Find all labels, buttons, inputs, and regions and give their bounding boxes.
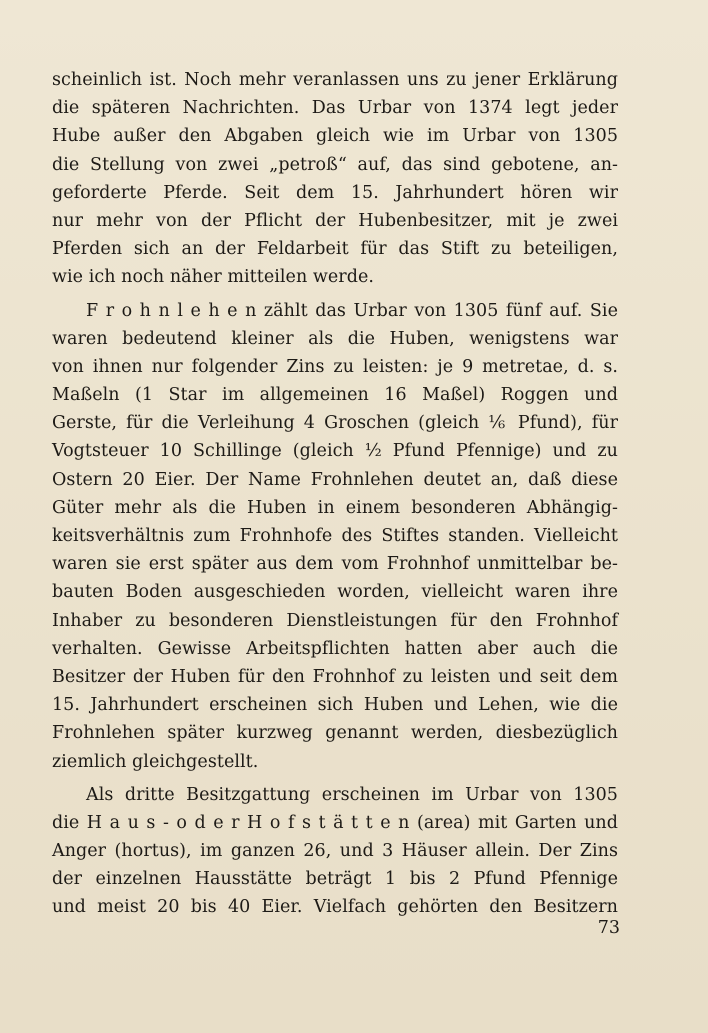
page-number: 73 — [597, 918, 620, 938]
text-line: wie ich noch näher mitteilen werde. — [52, 267, 374, 288]
text-line: verhalten. Gewisse Arbeitspflichten hatten aber auch die — [52, 638, 618, 659]
text-line: Als dritte Besitzgattung erscheinen im Urbar von 1305 — [86, 784, 618, 805]
text-line: waren sie erst später aus dem vom Frohnhof unmittelbar be- — [52, 554, 618, 575]
text-line: Besitzer der Huben für den Frohnhof zu leisten und seit dem — [52, 666, 618, 687]
text-line: Gerste, für die Verleihung 4 Groschen (gleich ⅙ Pfund), für — [52, 413, 618, 434]
text-line: waren bedeutend kleiner als die Huben, wenigstens war — [52, 328, 618, 349]
text-line: 15. Jahrhundert erscheinen sich Huben und Lehen, wie die — [52, 695, 618, 716]
text-line: Pferden sich an der Feldarbeit für das Stift zu beteiligen, — [52, 239, 618, 260]
paragraph-1 — [52, 66, 618, 292]
text-line: die H a u s - o d e r H o f s t ä t t e n (area) mit Garten und — [52, 812, 618, 833]
text-line: der einzelnen Hausstätte beträgt 1 bis 2 Pfund Pfennige — [52, 869, 618, 890]
text-line: bauten Boden ausgeschieden worden, vielleicht waren ihre — [52, 582, 618, 603]
text-line: die späteren Nachrichten. Das Urbar von 1374 legt jeder — [52, 98, 618, 119]
text-line: scheinlich ist. Noch mehr veranlassen uns zu jener Erklärung — [52, 70, 618, 90]
text-line: Inhaber zu besonderen Dienstleistungen für den Frohnhof — [52, 610, 618, 631]
text-line: Anger (hortus), im ganzen 26, und 3 Häuser allein. Der Zins — [52, 841, 618, 862]
text-line: ziemlich gleichgestellt. — [52, 751, 259, 772]
text-line: keitsverhältnis zum Frohnhofe des Stiftes standen. Vielleicht — [52, 526, 618, 546]
text-line: nur mehr von der Pflicht der Hubenbesitzer, mit je zwei — [52, 210, 618, 231]
text-line: geforderte Pferde. Seit dem 15. Jahrhundert hören wir — [52, 182, 618, 203]
text-line: und meist 20 bis 40 Eier. Vielfach gehörten den Besitzern — [52, 897, 618, 918]
text-line: Frohnlehen später kurzweg genannt werden, diesbezüglich — [52, 723, 618, 744]
text-line: von ihnen nur folgender Zins zu leisten: je 9 metretae, d. s. — [52, 356, 618, 377]
text-line: Güter mehr als die Huben in einem besonderen Abhängig- — [52, 497, 618, 518]
text-line: Maßeln (1 Star im allgemeinen 16 Maßel) Roggen und — [52, 385, 618, 406]
paragraph-2 — [52, 297, 618, 776]
text-line: Ostern 20 Eier. Der Name Frohnlehen deutet an, daß diese — [52, 469, 618, 490]
text-line: die Stellung von zwei „petroß“ auf, das sind gebotene, an- — [52, 154, 618, 175]
body-text — [52, 66, 618, 922]
text-line: Hube außer den Abgaben gleich wie im Urbar von 1305 — [52, 126, 618, 147]
text-line: Vogtsteuer 10 Schillinge (gleich ½ Pfund Pfennige) und zu — [52, 441, 618, 462]
text-line: F r o h n l e h e n zählt das Urbar von 1305 fünf auf. Sie — [86, 300, 618, 321]
paragraph-3 — [52, 781, 618, 922]
